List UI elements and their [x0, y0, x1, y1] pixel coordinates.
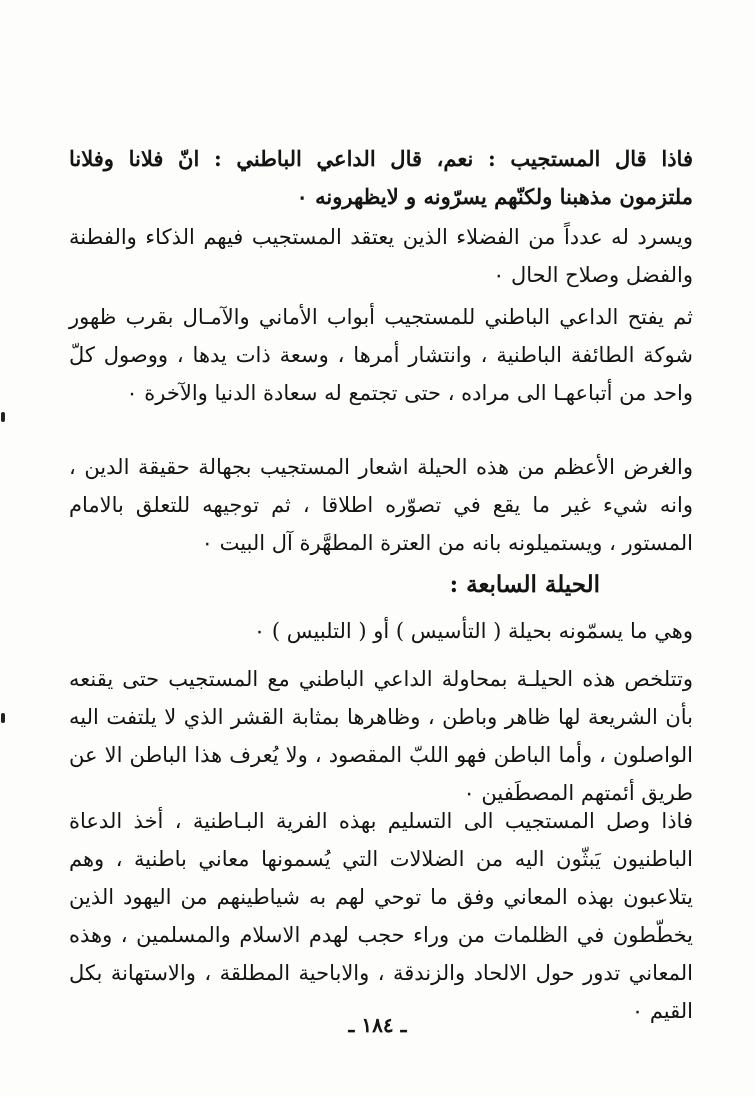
- paragraph-7: فاذا وصل المستجيب الى التسليم بهذه الفرية البـاطنية ، أخذ الدعاة الباطنيون يَبثّون اليه من الضلالات التي يُسمونها معاني باطنية ، وهم يتلاعبون بهذه المعاني وفق ما توحي لهم به شياطينهم من اليهود الذين يخطّطون في الظلمات من وراء حجب لهدم الاسلام والمسلمين ، وهذه المعاني تدور حول الالحاد والزندقة ، والاباحية المطلقة ، والاستهانة بكل القيم ٠: [69, 809, 693, 1023]
- paragraph-1: فاذا قال المستجيب : نعم، قال الداعي الباطني : انّ فلانا وفلانا ملتزمون مذهبنا ولكنّهم يسرّونه و لايظهرونه ٠: [69, 146, 693, 209]
- paragraph-5: وهي ما يسمّونه بحيلة ( التأسيس ) أو ( التلبيس ) ٠: [253, 619, 693, 643]
- margin-mark: [1, 412, 5, 422]
- paragraph-3: ثم يفتح الداعي الباطني للمستجيب أبواب الأماني والآمـال بقرب ظهور شوكة الطائفة الباطنية ، وانتشار أمرها ، وسعة ذات يدها ، ووصول كلّ واحد من أتباعهـا الى مراده ، حتى تجتمع له سعادة الدنيا والآخرة ٠: [69, 305, 693, 405]
- margin-mark: [1, 713, 5, 723]
- paragraph-4: والغرض الأعظم من هذه الحيلة اشعار المستجيب بجهالة حقيقة الدين ، وانه شيء غير ما يقع في تصوّره اطلاقا ، ثم توجيهه للتعلق بالامام المستور ، ويستميلونه بانه من العترة المطهَّرة آل البيت ٠: [69, 455, 693, 555]
- paragraph-2: ويسرد له عدداً من الفضلاء الذين يعتقد المستجيب فيهم الذكاء والفطنة والفضل وصلاح الحال ٠: [69, 225, 693, 287]
- page-number: ـ ١٨٤ ـ: [348, 1013, 407, 1037]
- paragraph-6: وتتلخص هذه الحيلـة بمحاولة الداعي الباطني مع المستجيب حتى يقنعه بأن الشريعة لها ظاهر وباطن ، وظاهرها بمثابة القشر الذي لا يلتفت اليه الواصلون ، وأما الباطن فهو اللبّ المقصود ، ولا يُعرف هذا الباطن الا عن طريق أئمتهم المصطَفين ٠: [69, 667, 693, 805]
- section-heading: الحيلة السابعة :: [449, 571, 600, 598]
